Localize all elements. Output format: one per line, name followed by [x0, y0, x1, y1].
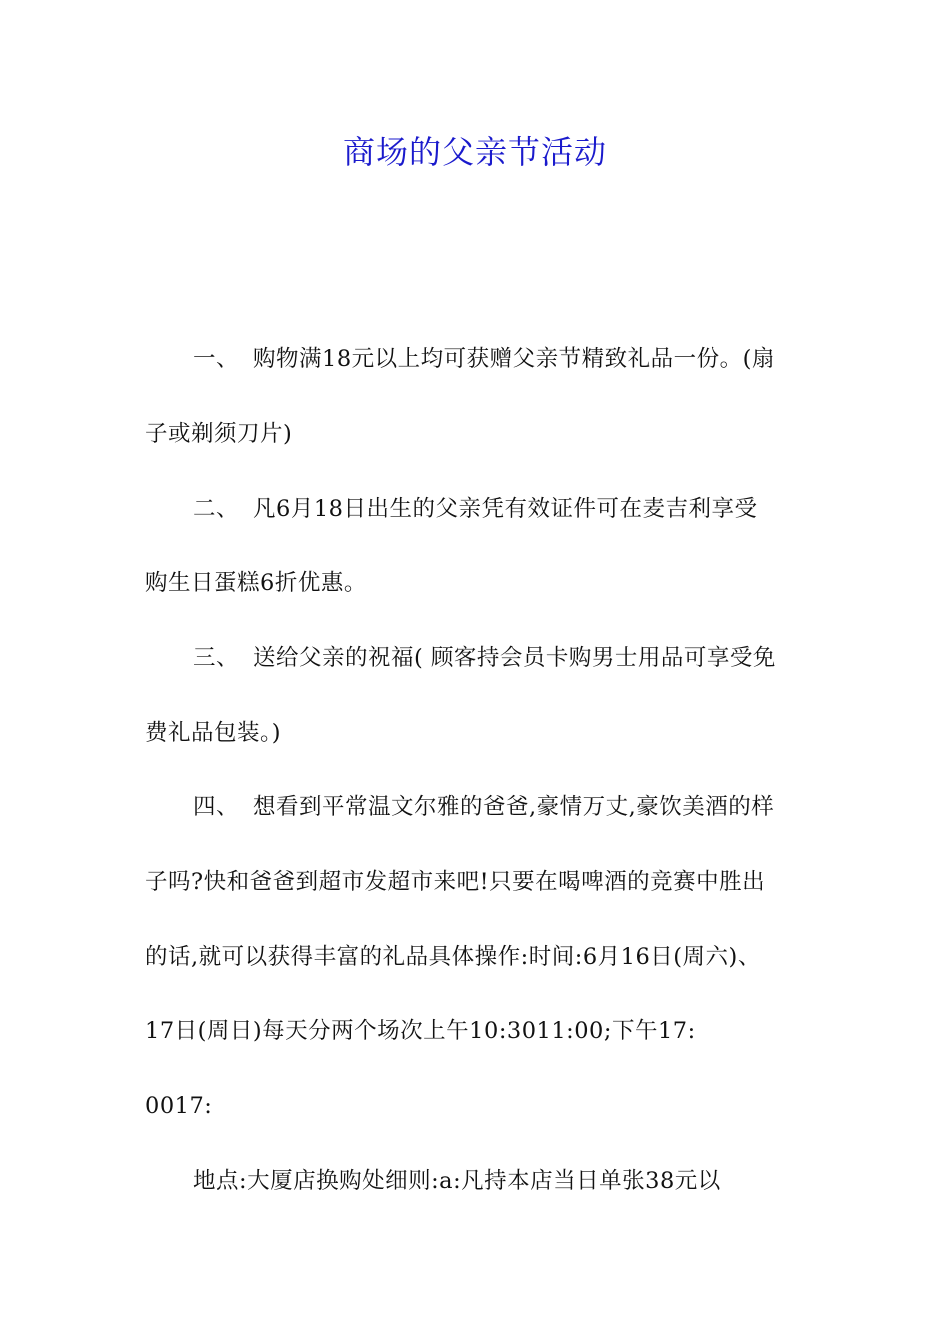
- document-title: 商场的父亲节活动: [342, 133, 607, 171]
- item-3-line-1: [193, 641, 873, 675]
- item-2-number: 二、: [193, 496, 240, 522]
- item-4-line-3: 的话,就可以获得丰富的礼品具体操作:时间:6月16日(周六)、: [145, 944, 761, 970]
- item-3-text: 送给父亲的祝福( 顾客持会员卡购男士用品可享受免: [253, 645, 776, 671]
- item-3-number: 三、: [193, 645, 240, 671]
- item-1-number: 一、: [193, 346, 240, 372]
- item-4-line-1: [193, 790, 873, 824]
- item-4-line-2: 子吗?快和爸爸到超市发超市来吧!只要在喝啤酒的竞赛中胜出: [145, 869, 766, 895]
- item-1-line-2: 子或剃须刀片): [145, 421, 293, 447]
- item-2-text: 凡6月18日出生的父亲凭有效证件可在麦吉利享受: [253, 496, 758, 522]
- item-4-text: 想看到平常温文尔雅的爸爸,豪情万丈,豪饮美酒的样: [253, 794, 775, 820]
- item-3-line-2: 费礼品包装。): [145, 720, 282, 746]
- item-2-line-1: [193, 492, 873, 526]
- item-4-line-5: 0017:: [145, 1093, 213, 1119]
- item-4-number: 四、: [193, 794, 240, 820]
- item-2-line-2: 购生日蛋糕6折优惠。: [145, 570, 367, 596]
- item-4-line-4: 17日(周日)每天分两个场次上午10:3011:00;下午17:: [145, 1018, 696, 1044]
- item-1-line-1: [193, 342, 873, 376]
- item-1-text: 购物满18元以上均可获赠父亲节精致礼品一份。(扇: [253, 346, 775, 372]
- location-line: 地点:大厦店换购处细则:a:凡持本店当日单张38元以: [193, 1168, 721, 1194]
